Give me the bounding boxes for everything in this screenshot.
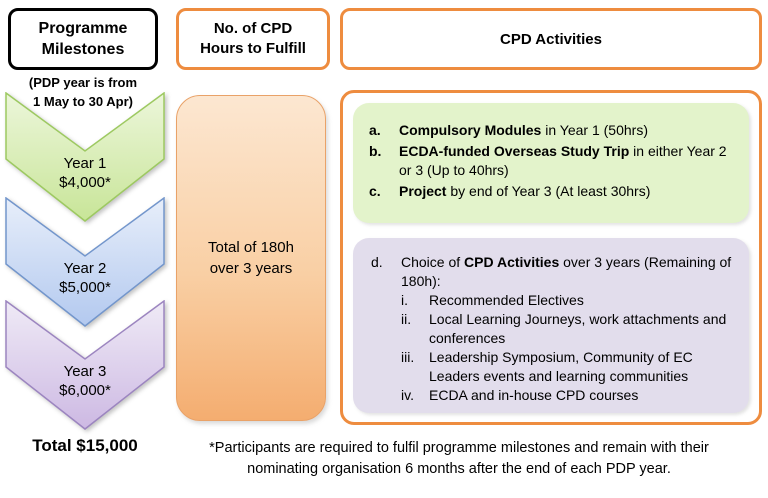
cpd-activities-container xyxy=(340,90,762,425)
hours-line-1: Total of 180h xyxy=(208,239,294,256)
milestone-chevron-year-3 xyxy=(5,300,165,430)
item-bold-text: CPD Activities xyxy=(464,254,560,270)
milestone-year: Year 2 xyxy=(63,260,107,277)
pdp-note-line-1: (PDP year is from xyxy=(28,75,138,90)
header-line-1: No. of CPD xyxy=(213,20,293,37)
compulsory-activities-box xyxy=(353,103,749,223)
item-marker: b. xyxy=(369,143,382,159)
pdp-year-note xyxy=(0,73,166,111)
sub-item-i xyxy=(401,291,739,310)
item-bold-text: ECDA-funded Overseas Study Trip xyxy=(399,143,630,159)
choice-activities-box xyxy=(353,238,749,413)
sub-item-iv xyxy=(401,386,739,405)
sub-item-text: ECDA and in-house CPD courses xyxy=(429,387,639,403)
pdp-note-line-2: 1 May to 30 Apr) xyxy=(33,94,133,109)
sub-item-marker: ii. xyxy=(401,311,412,327)
item-post-text: over 3 years (Remaining of 180h): xyxy=(401,254,732,289)
sub-item-ii xyxy=(401,310,739,348)
sub-item-marker: i. xyxy=(401,292,408,308)
programme-milestones-header xyxy=(8,8,158,70)
milestone-label xyxy=(5,362,165,400)
list-item-d xyxy=(371,253,739,291)
hours-line-2: over 3 years xyxy=(209,260,293,277)
cpd-activities-header xyxy=(340,8,762,70)
sub-item-text: Recommended Electives xyxy=(429,292,584,308)
item-marker: c. xyxy=(369,183,381,199)
milestone-amount: $4,000* xyxy=(59,174,111,191)
header-line-1: Programme xyxy=(38,20,128,37)
sub-item-marker: iii. xyxy=(401,349,415,365)
footnote-line-1: *Participants are required to fulfil programme milestones and remain with their xyxy=(209,440,709,456)
list-item-b xyxy=(369,142,735,180)
item-marker: a. xyxy=(369,122,381,138)
item-text xyxy=(401,253,739,291)
header-line-2: Hours to Fulfill xyxy=(200,40,306,57)
item-marker: d. xyxy=(371,254,383,270)
header-title: CPD Activities xyxy=(500,30,602,48)
milestone-amount: $5,000* xyxy=(59,279,111,296)
item-bold-text: Compulsory Modules xyxy=(399,122,542,138)
milestone-label xyxy=(5,259,165,297)
footnote xyxy=(150,438,768,480)
milestone-label xyxy=(5,154,165,192)
list-item-a xyxy=(369,121,735,140)
sub-item-text: Leadership Symposium, Community of EC Leaders events and learning communities xyxy=(429,349,693,384)
item-bold-text: Project xyxy=(399,183,447,199)
sub-item-text: Local Learning Journeys, work attachments and conferences xyxy=(429,311,727,346)
list-item-c xyxy=(369,182,735,201)
milestone-year: Year 1 xyxy=(63,155,107,172)
item-text xyxy=(399,142,735,180)
roman-sub-list xyxy=(401,291,739,405)
item-post-text: by end of Year 3 (At least 30hrs) xyxy=(446,183,651,199)
total-amount: Total $15,000 xyxy=(32,436,138,455)
cpd-hours-header xyxy=(176,8,330,70)
sub-item-marker: iv. xyxy=(401,387,414,403)
total-hours-box xyxy=(176,95,326,421)
milestone-year: Year 3 xyxy=(63,363,107,380)
milestone-amount: $6,000* xyxy=(59,382,111,399)
item-post-text: in either Year 2 or 3 (Up to 40hrs) xyxy=(399,143,727,178)
item-pre-text: Choice of xyxy=(401,254,465,270)
sub-item-iii xyxy=(401,348,739,386)
item-post-text: in Year 1 (50hrs) xyxy=(541,122,648,138)
header-line-2: Milestones xyxy=(41,41,125,58)
item-text xyxy=(399,121,735,140)
item-text xyxy=(399,182,735,201)
footnote-line-2: nominating organisation 6 months after the end of each PDP year. xyxy=(247,461,671,477)
